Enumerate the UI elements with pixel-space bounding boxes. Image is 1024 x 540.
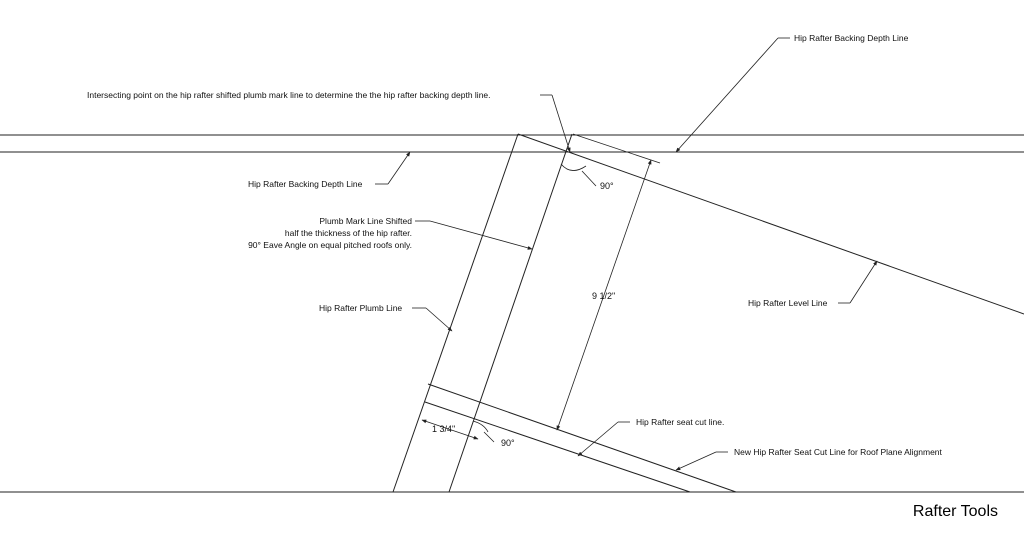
angle-top-leader xyxy=(582,171,596,186)
angle-bottom-text: 90° xyxy=(501,438,515,448)
label-new-seat-cut: New Hip Rafter Seat Cut Line for Roof Plane Alignment xyxy=(734,447,942,457)
label-plumb-shift-2: half the thickness of the hip rafter. xyxy=(284,228,412,238)
depth-dimension-text: 9 1/2" xyxy=(592,291,616,301)
angle-top-text: 90° xyxy=(600,181,614,191)
leader-intersect-diag xyxy=(552,95,570,152)
angle-bottom-leader xyxy=(484,432,494,442)
plumb-line-outer xyxy=(393,134,518,492)
angle-top-arc xyxy=(561,164,586,171)
shift-dimension-text: 1 3/4" xyxy=(432,424,456,434)
label-backing-depth-top: Hip Rafter Backing Depth Line xyxy=(794,33,909,43)
label-intersect-note: Intersecting point on the hip rafter shifted plumb mark line to determine the the hip rafter backing depth line. xyxy=(87,90,491,100)
label-backing-depth-left: Hip Rafter Backing Depth Line xyxy=(248,179,363,189)
label-plumb-shift-1: Plumb Mark Line Shifted xyxy=(319,216,412,226)
leader-level-diag xyxy=(850,261,877,303)
leader-plumb-diag xyxy=(426,308,452,331)
leader-backing-left-diag xyxy=(388,152,410,184)
label-level-line: Hip Rafter Level Line xyxy=(748,298,828,308)
label-plumb-line: Hip Rafter Plumb Line xyxy=(319,303,403,313)
label-seat-cut: Hip Rafter seat cut line. xyxy=(636,417,725,427)
label-plumb-shift-3: 90° Eave Angle on equal pitched roofs only. xyxy=(248,240,412,250)
brand-title: Rafter Tools xyxy=(912,503,998,520)
leader-plumb-shift-diag xyxy=(430,221,532,249)
leader-new-seat-diag xyxy=(676,452,716,470)
level-line xyxy=(518,134,1024,314)
